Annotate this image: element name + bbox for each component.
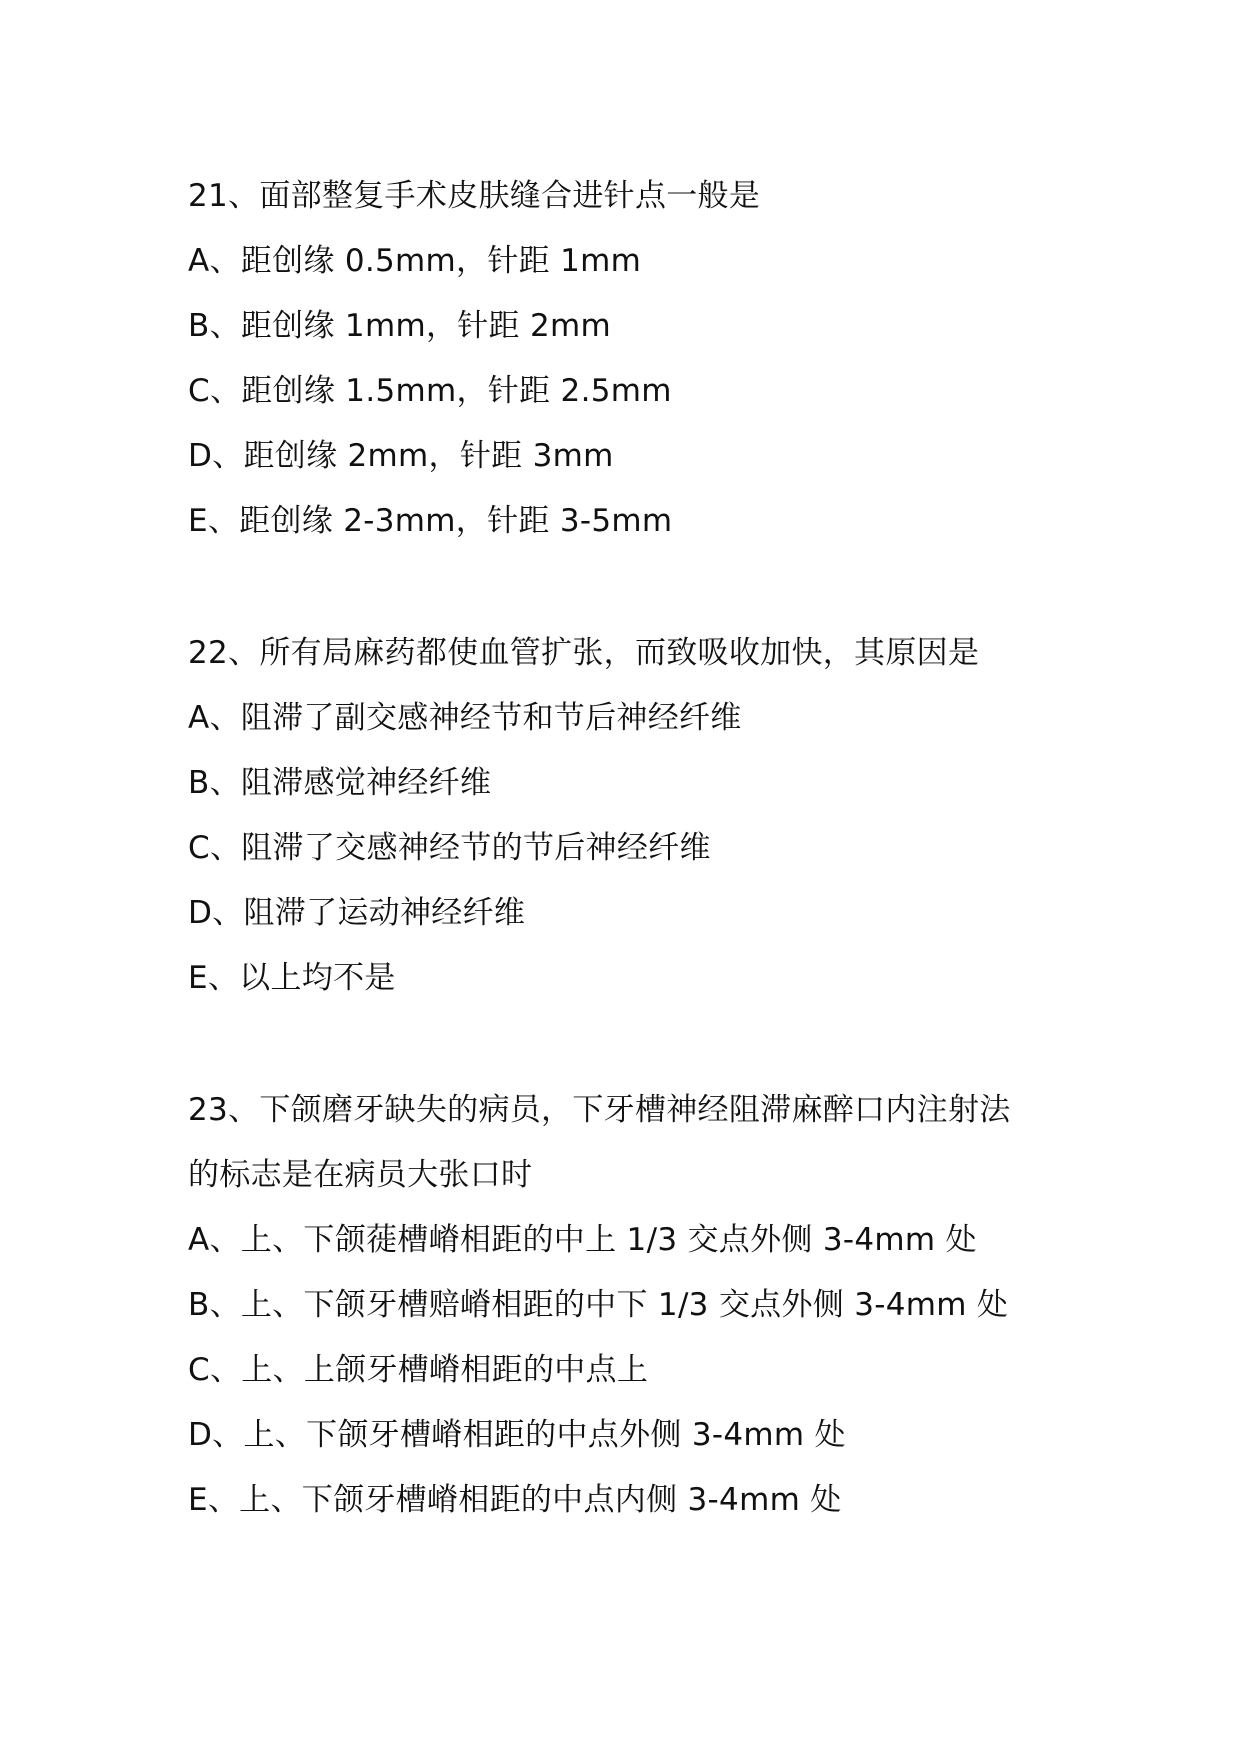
option-d: D、阻滞了运动神经纤维 [188,895,526,931]
option-b: B、距创缘 1mm，针距 2mm [188,308,612,344]
option-a: A、距创缘 0.5mm，针距 1mm [188,243,642,279]
question-22 [188,621,1088,1011]
question-23 [188,1078,1088,1533]
option-b: B、上、下颌牙槽赔嵴相距的中下 1/3 交点外侧 3-4mm 处 [188,1287,1009,1323]
option-e: E、以上均不是 [188,960,396,996]
question-stem-line-2: 的标志是在病员大张口时 [188,1157,533,1193]
question-stem: 22、所有局麻药都使血管扩张，而致吸收加快，其原因是 [188,635,980,671]
question-21 [188,164,1088,554]
option-b: B、阻滞感觉神经纤维 [188,765,492,801]
option-e: E、上、下颌牙槽嵴相距的中点内侧 3-4mm 处 [188,1482,842,1518]
option-c: C、上、上颌牙槽嵴相距的中点上 [188,1352,649,1388]
question-stem: 21、面部整复手术皮肤缝合进针点一般是 [188,178,761,214]
option-c: C、阻滞了交感神经节的节后神经纤维 [188,830,711,866]
option-e: E、距创缘 2-3mm，针距 3-5mm [188,503,673,539]
option-d: D、上、下颌牙槽嵴相距的中点外侧 3-4mm 处 [188,1417,846,1453]
option-c: C、距创缘 1.5mm，针距 2.5mm [188,373,672,409]
option-d: D、距创缘 2mm，针距 3mm [188,438,614,474]
question-stem-line-1: 23、下颌磨牙缺失的病员，下牙槽神经阻滞麻醉口内注射法 [188,1092,1011,1128]
option-a: A、上、下颌蓰槽嵴相距的中上 1/3 交点外侧 3-4mm 处 [188,1222,977,1258]
option-a: A、阻滞了副交感神经节和节后神经纤维 [188,700,742,736]
